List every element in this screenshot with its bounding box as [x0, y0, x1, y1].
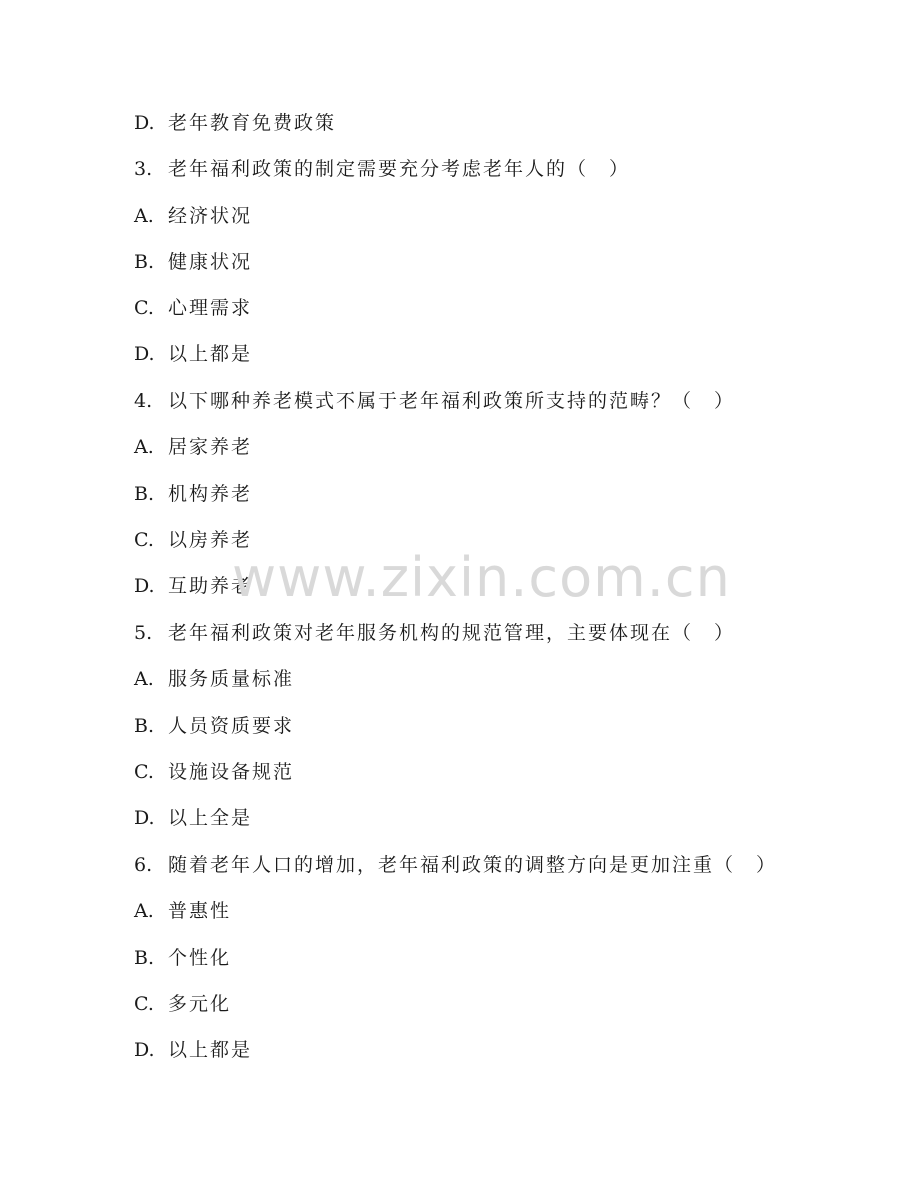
option-line	[134, 946, 231, 970]
question-line	[134, 853, 777, 877]
question-text: 老年福利政策的制定需要充分考虑老年人的（ ）	[168, 158, 631, 180]
question-line	[134, 621, 735, 645]
option-text: 心理需求	[168, 297, 253, 319]
option-line	[134, 204, 252, 228]
option-text: 人员资质要求	[168, 715, 295, 737]
option-text: 机构养老	[168, 483, 253, 505]
option-text: 以上都是	[168, 343, 253, 365]
option-line	[134, 574, 252, 598]
option-text: 老年教育免费政策	[168, 112, 337, 134]
option-marker: D.	[134, 807, 155, 829]
option-text: 以上全是	[168, 807, 253, 829]
option-marker: B.	[134, 947, 155, 969]
option-marker: D.	[134, 575, 155, 597]
option-text: 以房养老	[168, 529, 253, 551]
option-text: 互助养老	[168, 575, 253, 597]
option-marker: D.	[134, 343, 155, 365]
question-line	[134, 157, 630, 181]
option-marker: C.	[134, 993, 154, 1015]
question-text: 随着老年人口的增加，老年福利政策的调整方向是更加注重（ ）	[168, 854, 778, 876]
option-text: 经济状况	[168, 205, 253, 227]
option-line	[134, 667, 294, 691]
option-text: 多元化	[168, 993, 232, 1015]
option-text: 服务质量标准	[168, 668, 295, 690]
option-text: 以上都是	[168, 1039, 253, 1061]
question-number: 3.	[134, 158, 153, 180]
option-line	[134, 899, 231, 923]
option-line	[134, 760, 294, 784]
option-marker: A.	[134, 900, 154, 922]
option-line	[134, 435, 252, 459]
option-line	[134, 714, 294, 738]
option-line	[134, 111, 336, 135]
option-marker: A.	[134, 205, 154, 227]
option-line	[134, 1038, 252, 1062]
option-marker: D.	[134, 1039, 155, 1061]
option-marker: C.	[134, 761, 154, 783]
option-marker: A.	[134, 436, 154, 458]
option-marker: D.	[134, 112, 155, 134]
option-line	[134, 250, 252, 274]
option-line	[134, 296, 252, 320]
option-marker: C.	[134, 529, 154, 551]
option-marker: B.	[134, 251, 155, 273]
option-line	[134, 528, 252, 552]
option-text: 设施设备规范	[168, 761, 295, 783]
option-marker: C.	[134, 297, 154, 319]
option-line	[134, 992, 231, 1016]
option-line	[134, 806, 252, 830]
option-text: 健康状况	[168, 251, 253, 273]
option-marker: B.	[134, 715, 155, 737]
option-text: 普惠性	[168, 900, 232, 922]
question-number: 6.	[134, 854, 153, 876]
question-number: 5.	[134, 622, 153, 644]
option-text: 个性化	[168, 947, 232, 969]
question-text: 老年福利政策对老年服务机构的规范管理，主要体现在（ ）	[168, 622, 736, 644]
option-marker: B.	[134, 483, 155, 505]
option-line	[134, 482, 252, 506]
question-text: 以下哪种养老模式不属于老年福利政策所支持的范畴？（ ）	[168, 390, 736, 412]
option-line	[134, 342, 252, 366]
option-marker: A.	[134, 668, 154, 690]
question-number: 4.	[134, 390, 153, 412]
watermark: www.zixin.com.cn	[232, 546, 731, 609]
option-text: 居家养老	[168, 436, 253, 458]
question-line	[134, 389, 735, 413]
